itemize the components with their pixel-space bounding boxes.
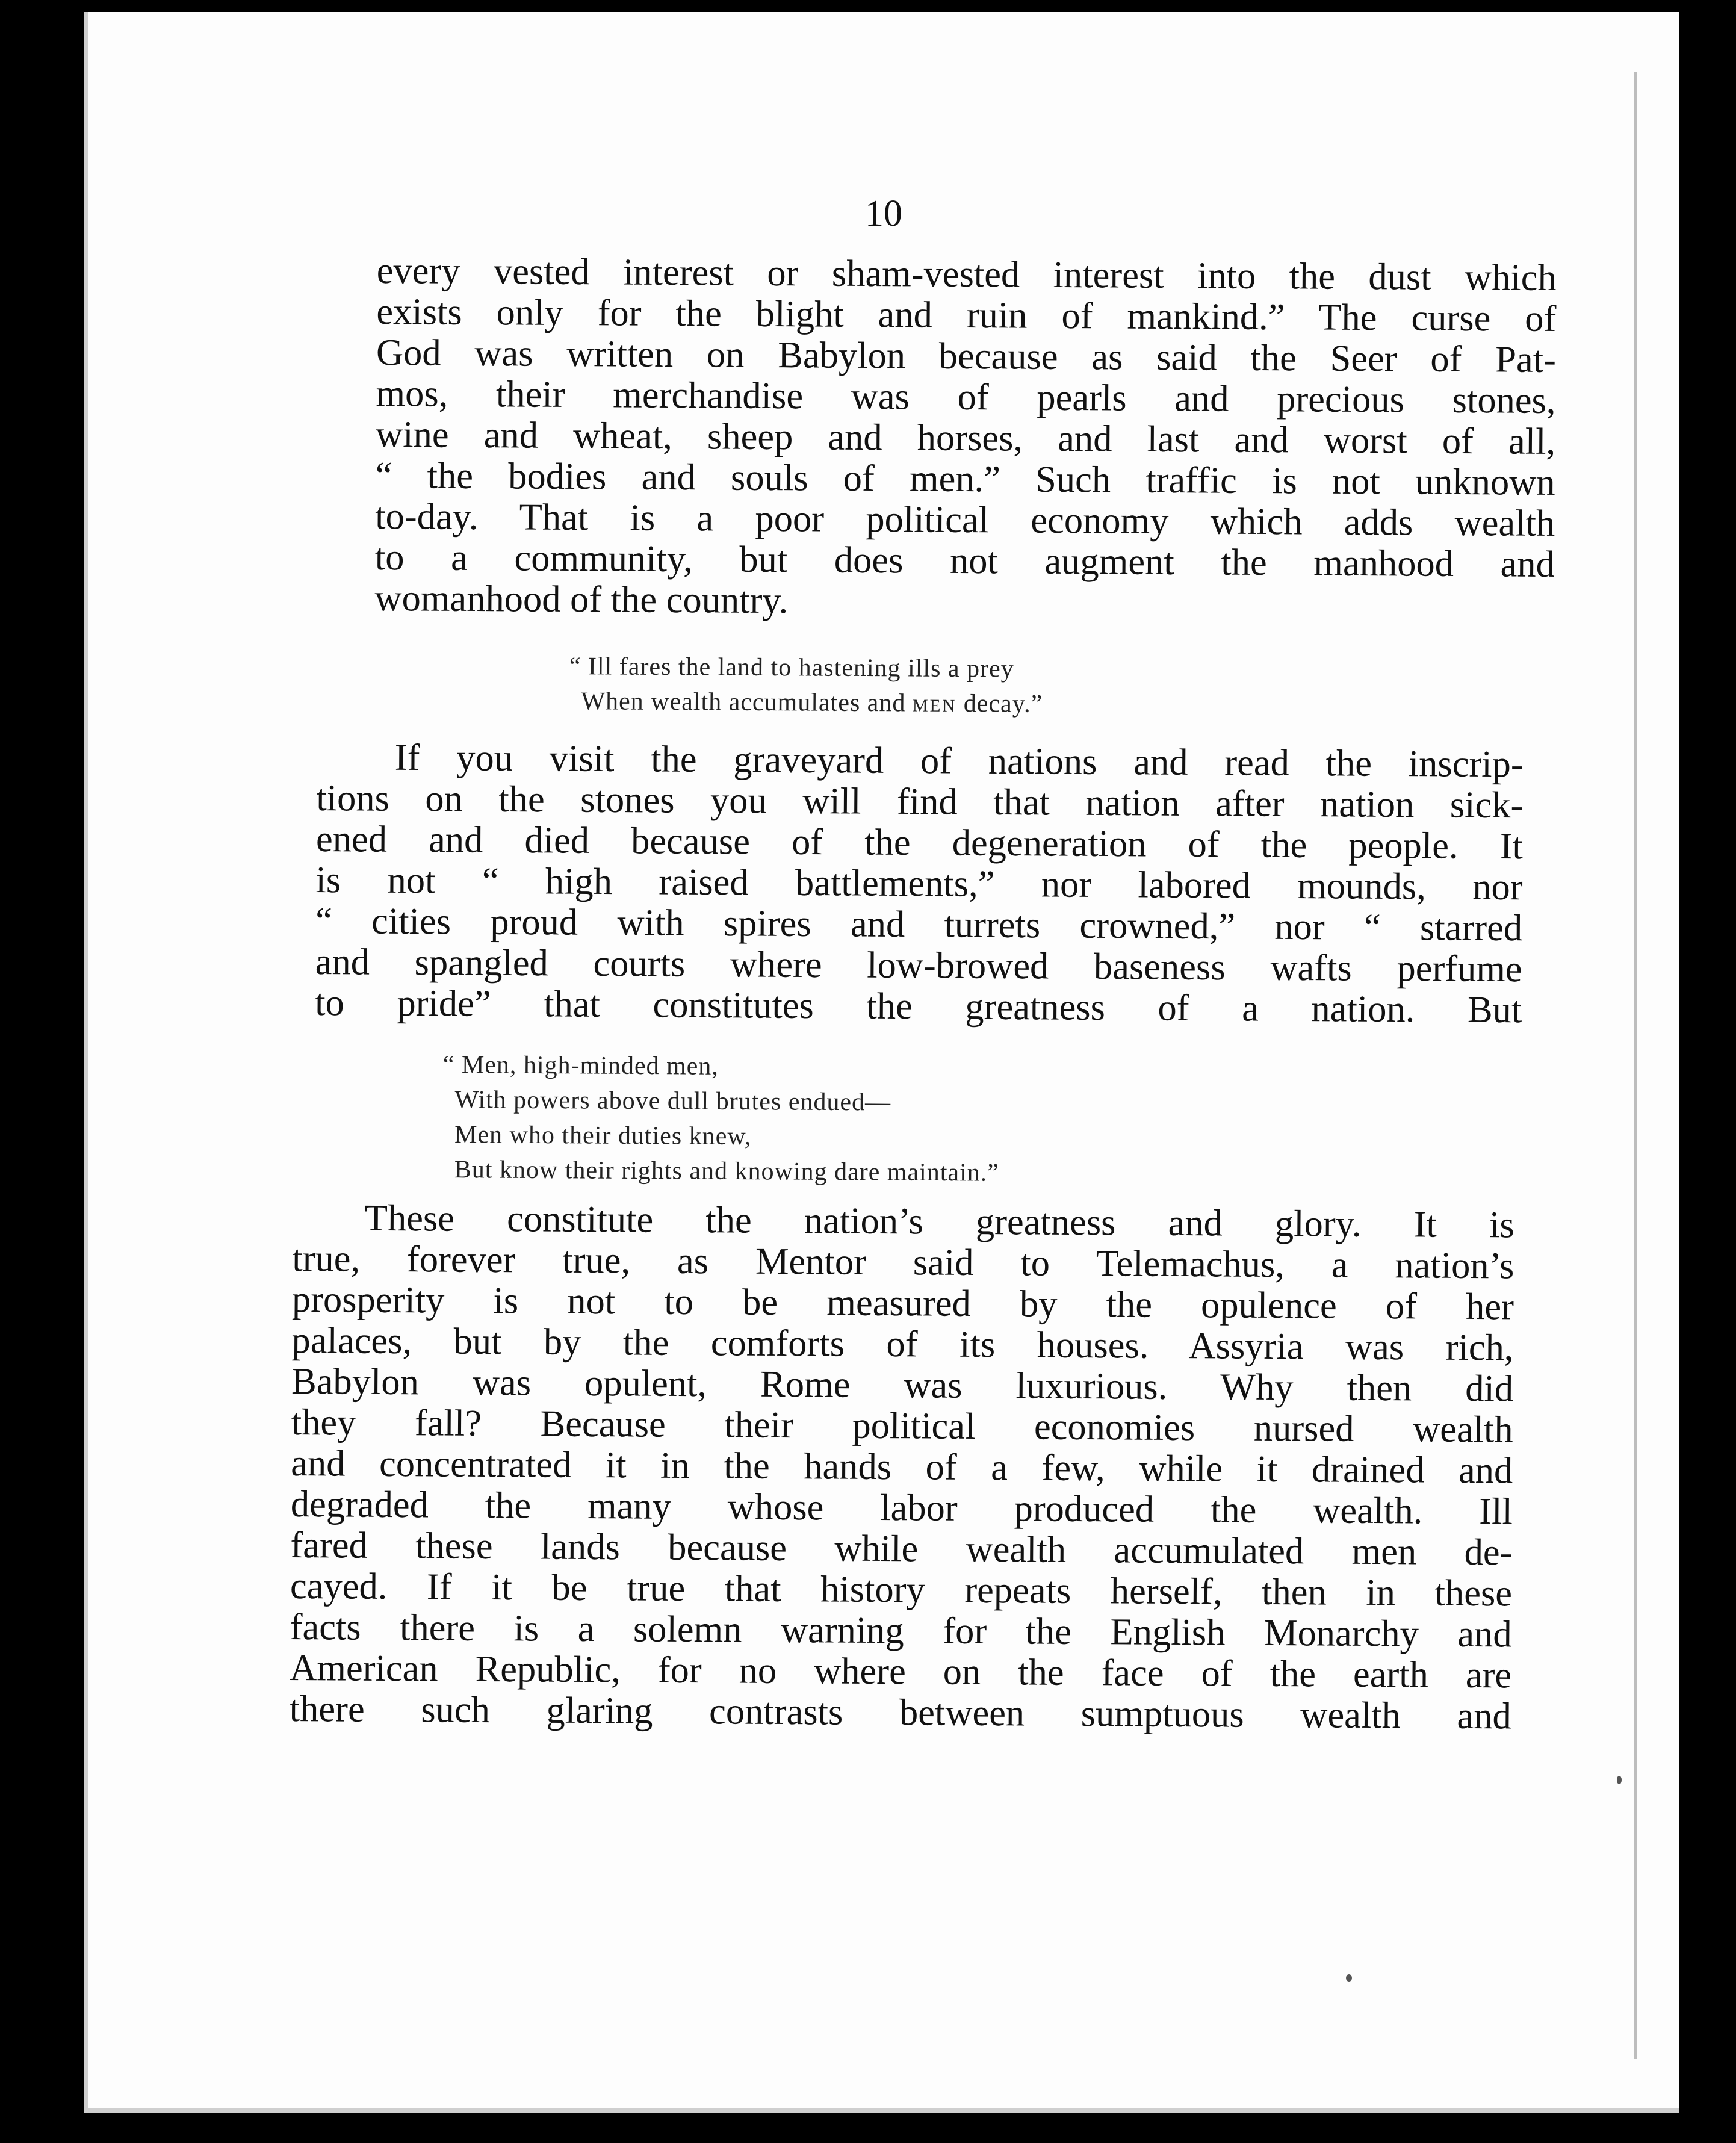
text-line: true, forever true, as Mentor said to Telemachus, a nation’s bbox=[292, 1236, 1514, 1287]
scan-speck bbox=[1346, 1974, 1352, 1982]
text-line: If you visit the graveyard of nations and read the inscrip- bbox=[394, 736, 1524, 786]
text-line: cayed. If it be true that history repeats herself, then in these bbox=[290, 1564, 1513, 1614]
scan-speck bbox=[1617, 1776, 1622, 1784]
text-line: there such glaring contrasts between sumptuous wealth and bbox=[289, 1687, 1511, 1737]
verse-line: With powers above dull brutes endued— bbox=[454, 1086, 891, 1117]
text-line: palaces, but by the comforts of its houses. Assyria was rich, bbox=[291, 1318, 1514, 1369]
text-line: mos, their merchandise was of pearls and precious stones, bbox=[376, 371, 1556, 421]
text-line: prosperity is not to be measured by the opulence of her bbox=[291, 1277, 1514, 1328]
text-line: and spangled courts where low-browed baseness wafts perfume bbox=[315, 940, 1522, 990]
verse-line: “ Ill fares the land to hastening ills a prey bbox=[569, 652, 1014, 683]
verse-text: When wealth accumulates and bbox=[581, 687, 913, 718]
verse-quotation-2 bbox=[442, 1047, 1000, 1191]
text-line: is not “ high raised battlements,” nor labored mounds, nor bbox=[315, 858, 1523, 908]
text-line: to pride” that constitutes the greatness of a nation. But bbox=[315, 981, 1522, 1031]
text-line: every vested interest or sham-vested interest into the dust which bbox=[376, 249, 1557, 299]
text-line: These constitute the nation’s greatness and glory. It is bbox=[364, 1196, 1514, 1246]
text-line: “ the bodies and souls of men.” Such traffic is not unknown bbox=[375, 453, 1555, 503]
page-edge-shadow bbox=[1634, 72, 1637, 2059]
text-line: ened and died because of the degeneration of the people. It bbox=[315, 817, 1524, 867]
emphasized-word: men bbox=[912, 689, 957, 718]
verse-text: decay.” bbox=[956, 689, 1043, 718]
text-line: to a community, but does not augment the manhood and bbox=[374, 535, 1555, 585]
verse-quotation-1 bbox=[569, 649, 1043, 722]
text-line: facts there is a solemn warning for the English Monarchy and bbox=[290, 1605, 1512, 1655]
text-line: fared these lands because while wealth accumulated men de- bbox=[290, 1523, 1513, 1574]
text-line: God was written on Babylon because as said the Seer of Pat- bbox=[376, 330, 1557, 380]
verse-line: “ Men, high-minded men, bbox=[442, 1050, 719, 1081]
text-line: tions on the stones you will find that nation after nation sick- bbox=[316, 776, 1524, 826]
text-line: degraded the many whose labor produced the wealth. Ill bbox=[290, 1482, 1513, 1533]
text-line: wine and wheat, sheep and horses, and last and worst of all, bbox=[375, 412, 1556, 462]
verse-line: Men who their duties knew, bbox=[454, 1121, 752, 1151]
text-line: they fall? Because their political economies nursed wealth bbox=[291, 1400, 1513, 1451]
scanned-page bbox=[84, 12, 1679, 2113]
text-line: Babylon was opulent, Rome was luxurious. Why then did bbox=[291, 1359, 1514, 1410]
verse-line bbox=[569, 684, 1043, 722]
text-line: womanhood of the country. bbox=[374, 576, 789, 622]
paragraph-3 bbox=[290, 1197, 1514, 1736]
text-line: and concentrated it in the hands of a few, while it drained and bbox=[291, 1441, 1513, 1492]
verse-line: But know their rights and knowing dare maintain.” bbox=[454, 1156, 1000, 1187]
page-number: 10 bbox=[865, 193, 902, 234]
text-line: to-day. That is a poor political economy which adds wealth bbox=[375, 494, 1555, 544]
paragraph-2 bbox=[315, 736, 1524, 1030]
text-line: “ cities proud with spires and turrets crowned,” nor “ starred bbox=[315, 899, 1523, 949]
text-line: American Republic, for no where on the face of the earth are bbox=[290, 1646, 1512, 1696]
text-line: exists only for the blight and ruin of mankind.” The curse of bbox=[376, 290, 1557, 340]
paragraph-1 bbox=[374, 250, 1557, 625]
